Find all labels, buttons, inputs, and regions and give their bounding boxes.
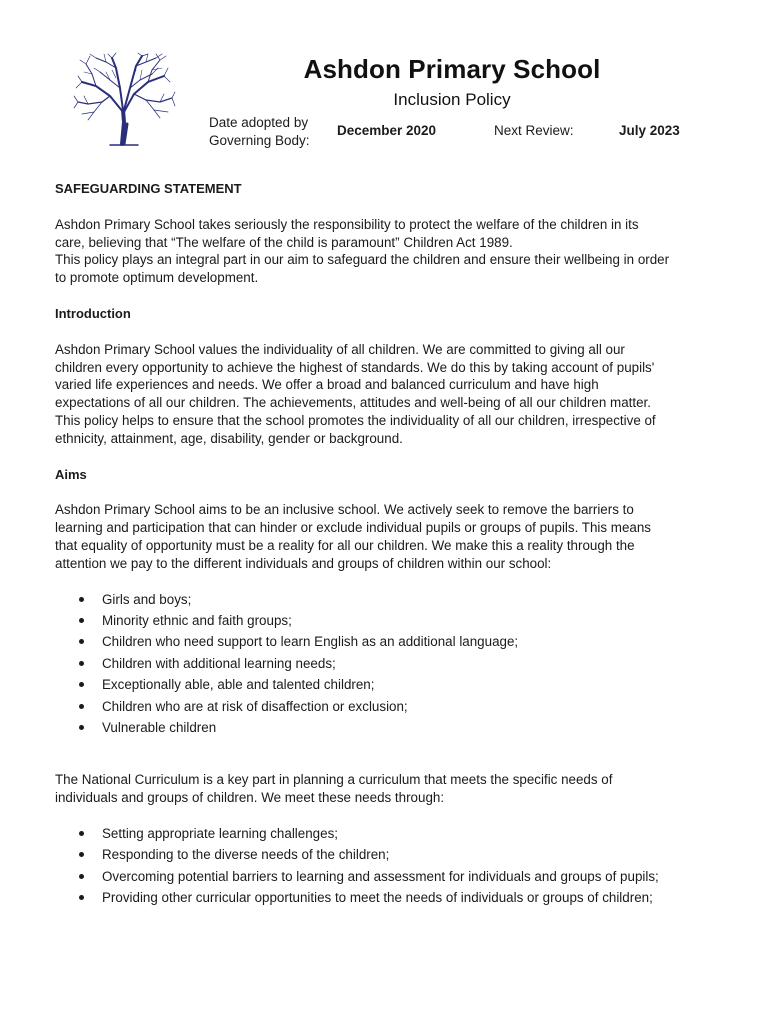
introduction-heading: Introduction	[55, 305, 131, 321]
aims-line: learning and participation that can hinder or exclude individual pupils or groups of pupils. This means	[55, 520, 651, 536]
safeguarding-heading: SAFEGUARDING STATEMENT	[55, 181, 242, 196]
curriculum-line: individuals and groups of children. We meet these needs through:	[55, 790, 445, 806]
list-item	[55, 887, 725, 908]
introduction-line: ethnicity, attainment, age, disability, gender or background.	[55, 430, 403, 446]
introduction-line: children every opportunity to achieve the highest of standards. We do this by taking account of pupils'	[55, 359, 655, 375]
bullet-icon	[79, 831, 84, 836]
list-item	[55, 717, 725, 738]
school-name-title: Ashdon Primary School	[303, 54, 601, 84]
bullet-icon	[79, 895, 84, 900]
next-review-label: Next Review:	[494, 123, 574, 138]
list-item	[55, 610, 725, 631]
list-item-text: Setting appropriate learning challenges;	[102, 825, 338, 841]
policy-title: Inclusion Policy	[393, 90, 511, 109]
aims-heading: Aims	[55, 466, 87, 482]
next-review-value: July 2023	[619, 123, 680, 138]
list-item	[55, 631, 725, 652]
list-item-text: Children who need support to learn English as an additional language;	[102, 634, 519, 650]
list-item-text: Girls and boys;	[102, 591, 192, 607]
bullet-icon	[79, 639, 84, 644]
curriculum-bullet-list	[55, 823, 725, 909]
introduction-line: Ashdon Primary School values the individuality of all children. We are committed to giving all our	[55, 341, 625, 357]
list-item-text: Children with additional learning needs;	[102, 655, 336, 671]
list-item-text: Minority ethnic and faith groups;	[102, 612, 292, 628]
list-item-text: Children who are at risk of disaffection or exclusion;	[102, 698, 408, 714]
aims-line: that equality of opportunity must be a reality for all our children. We make this a reality through the	[55, 537, 635, 553]
safeguarding-line: to promote optimum development.	[55, 270, 259, 286]
bullet-icon	[79, 661, 84, 666]
list-item-text: Overcoming potential barriers to learning and assessment for individuals and groups of pupils;	[102, 868, 659, 884]
list-item	[55, 653, 725, 674]
document-body	[55, 180, 725, 909]
list-item	[55, 866, 725, 887]
list-item-text: Responding to the diverse needs of the children;	[102, 847, 390, 863]
list-item-text: Providing other curricular opportunities to meet the needs of individuals or groups of children;	[102, 890, 653, 906]
aims-bullet-list	[55, 589, 725, 739]
bullet-icon	[79, 618, 84, 623]
bullet-icon	[79, 704, 84, 709]
list-item	[55, 674, 725, 695]
list-item	[55, 589, 725, 610]
date-adopted-label-line1: Date adopted by	[209, 115, 309, 130]
date-adopted-label-line2: Governing Body:	[209, 133, 310, 148]
introduction-line: This policy helps to ensure that the school promotes the individuality of all our children, irrespective of	[55, 412, 656, 428]
safeguarding-line: Ashdon Primary School takes seriously the responsibility to protect the welfare of the children in its	[55, 216, 639, 232]
bullet-icon	[79, 597, 84, 602]
bullet-icon	[79, 682, 84, 687]
list-item	[55, 823, 725, 844]
bullet-icon	[79, 852, 84, 857]
bullet-icon	[79, 874, 84, 879]
curriculum-line: The National Curriculum is a key part in planning a curriculum that meets the specific needs of	[55, 772, 613, 788]
aims-line: Ashdon Primary School aims to be an inclusive school. We actively seek to remove the barriers to	[55, 502, 634, 518]
safeguarding-line: care, believing that “The welfare of the child is paramount” Children Act 1989.	[55, 234, 513, 250]
aims-line: attention we pay to the different individuals and groups of children within our school:	[55, 555, 552, 571]
date-adopted-label	[209, 114, 310, 150]
date-adopted-value: December 2020	[337, 123, 437, 138]
introduction-line: varied life experiences and needs. We offer a broad and balanced curriculum and have high	[55, 377, 599, 393]
list-item	[55, 844, 725, 865]
list-item-text: Exceptionally able, able and talented children;	[102, 677, 375, 693]
safeguarding-line: This policy plays an integral part in our aim to safeguard the children and ensure their wellbeing in order	[55, 252, 670, 268]
bullet-icon	[79, 725, 84, 730]
list-item	[55, 696, 725, 717]
introduction-line: expectations of all our children. The achievements, attitudes and well-being of all our children matter.	[55, 395, 651, 411]
list-item-text: Vulnerable children	[102, 719, 217, 735]
